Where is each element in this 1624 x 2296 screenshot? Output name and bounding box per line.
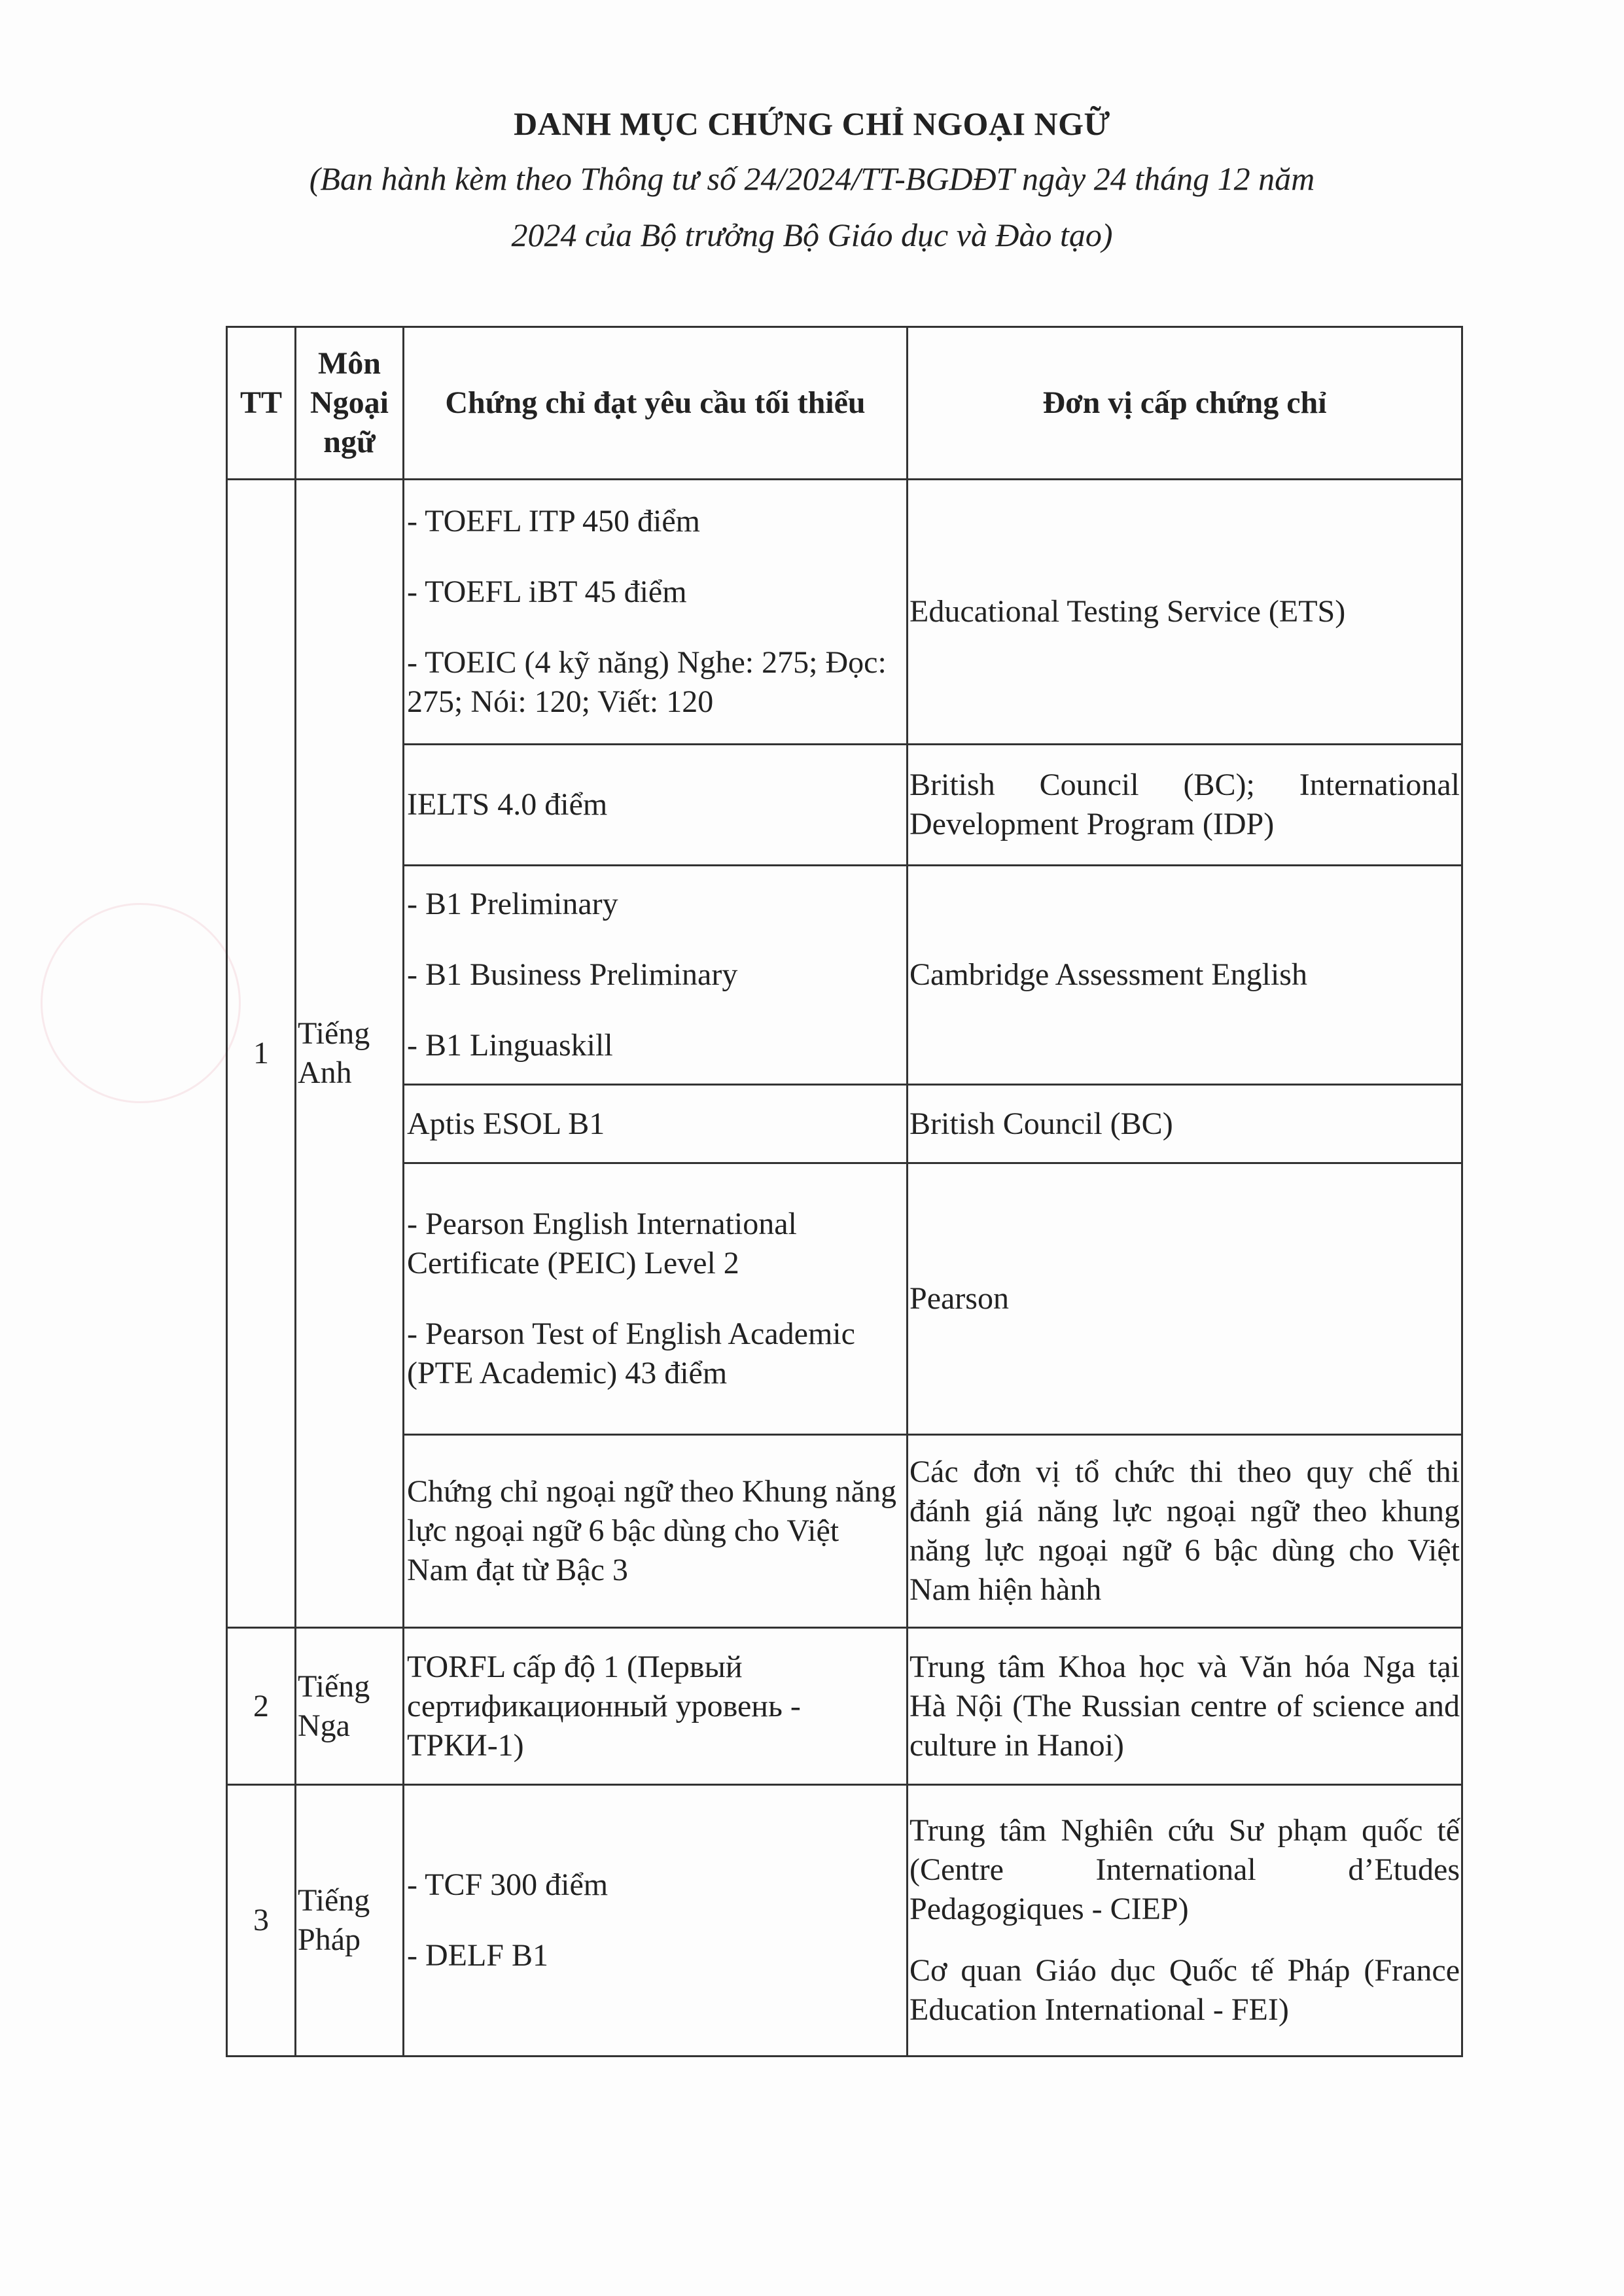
cert-item: Chứng chỉ ngoại ngữ theo Khung năng lực ngoại ngữ 6 bậc dùng cho Việt Nam đạt từ Bậc 3 [407, 1474, 896, 1587]
cert-cell [404, 866, 908, 1085]
table-row [227, 1085, 1462, 1163]
issuer-cell [908, 1628, 1462, 1785]
cert-cell [404, 1435, 908, 1628]
issuer-cell [908, 1435, 1462, 1628]
table-row [227, 1785, 1462, 2057]
cert-item: - B1 Linguaskill [407, 1028, 613, 1063]
issuer-item: Các đơn vị tổ chức thi theo quy chế thi đánh giá năng lực ngoại ngữ theo khung năng lực ngoại ngữ 6 bậc dùng cho Việt Nam hiện hành [909, 1455, 1460, 1607]
header-subject-line-3: ngữ [323, 425, 376, 459]
cert-item: IELTS 4.0 điểm [407, 787, 608, 822]
subtitle-line-1: (Ban hành kèm theo Thông tư số 24/2024/TT-BGDĐT ngày 24 tháng 12 năm [309, 160, 1315, 197]
row-1-subject: Tiếng Anh [296, 480, 404, 1628]
cert-item: - DELF B1 [407, 1938, 548, 1973]
issuer-cell [908, 1163, 1462, 1435]
issuer-item: Trung tâm Nghiên cứu Sư phạm quốc tế (Centre International d’Etudes Pedagogiques - CIEP) [909, 1813, 1460, 1926]
issuer-item: Pearson [909, 1281, 1009, 1316]
issuer-cell [908, 745, 1462, 866]
row-3-tt: 3 [227, 1785, 296, 2057]
cert-item: - TOEFL ITP 450 điểm [407, 504, 700, 539]
cert-cell [404, 1163, 908, 1435]
header-certificate: Chứng chỉ đạt yêu cầu tối thiểu [404, 327, 908, 480]
cert-item: - B1 Preliminary [407, 887, 618, 921]
cert-cell [404, 480, 908, 745]
issuer-item: Cambridge Assessment English [909, 957, 1307, 992]
cert-cell [404, 1628, 908, 1785]
cert-item: TORFL cấp độ 1 (Первый сертификационный уровень - ТРКИ-1) [407, 1649, 801, 1763]
table-header-row [227, 327, 1462, 480]
issuer-item: Educational Testing Service (ETS) [909, 594, 1346, 629]
document-subtitle [0, 150, 1624, 263]
table-row [227, 1163, 1462, 1435]
issuer-item: Trung tâm Khoa học và Văn hóa Nga tại Hà Nội (The Russian centre of science and culture in Hanoi) [909, 1649, 1460, 1763]
row-2-subject: Tiếng Nga [296, 1628, 404, 1785]
issuer-cell [908, 480, 1462, 745]
row-2-tt: 2 [227, 1628, 296, 1785]
cert-cell [404, 745, 908, 866]
cert-item: Aptis ESOL B1 [407, 1106, 605, 1141]
issuer-item: British Council (BC) [909, 1106, 1173, 1141]
table-row [227, 745, 1462, 866]
issuer-cell [908, 1785, 1462, 2057]
table-row [227, 866, 1462, 1085]
subtitle-line-2: 2024 của Bộ trưởng Bộ Giáo dục và Đào tạo) [511, 217, 1113, 253]
document-title: DANH MỤC CHỨNG CHỈ NGOẠI NGỮ [514, 105, 1110, 142]
certificate-table [226, 326, 1463, 2057]
issuer-cell [908, 1085, 1462, 1163]
page-header [0, 105, 1624, 263]
cert-item: - B1 Business Preliminary [407, 957, 738, 992]
table-row [227, 1628, 1462, 1785]
cert-item: - TOEFL iBT 45 điểm [407, 574, 687, 609]
cert-item: - Pearson Test of English Academic (PTE Academic) 43 điểm [407, 1316, 855, 1390]
faded-stamp-seal [41, 903, 241, 1103]
cert-item: - Pearson English International Certificate (PEIC) Level 2 [407, 1207, 797, 1280]
cert-item: - TOEIC (4 kỹ năng) Nghe: 275; Đọc: 275; Nói: 120; Viết: 120 [407, 645, 887, 719]
row-1-tt: 1 [227, 480, 296, 1628]
cert-item: - TCF 300 điểm [407, 1867, 609, 1902]
header-subject [296, 327, 404, 480]
header-tt: TT [227, 327, 296, 480]
issuer-cell [908, 866, 1462, 1085]
table-row [227, 1435, 1462, 1628]
table-row [227, 480, 1462, 745]
header-subject-line-1: Môn [318, 346, 381, 381]
cert-cell [404, 1785, 908, 2057]
certificate-table-container [226, 326, 1461, 2057]
header-subject-line-2: Ngoại [310, 385, 389, 420]
header-issuer: Đơn vị cấp chứng chỉ [908, 327, 1462, 480]
issuer-item: Cơ quan Giáo dục Quốc tế Pháp (France Education International - FEI) [909, 1953, 1460, 2027]
issuer-item: British Council (BC); International Development Program (IDP) [909, 768, 1460, 841]
cert-cell [404, 1085, 908, 1163]
row-3-subject: Tiếng Pháp [296, 1785, 404, 2057]
